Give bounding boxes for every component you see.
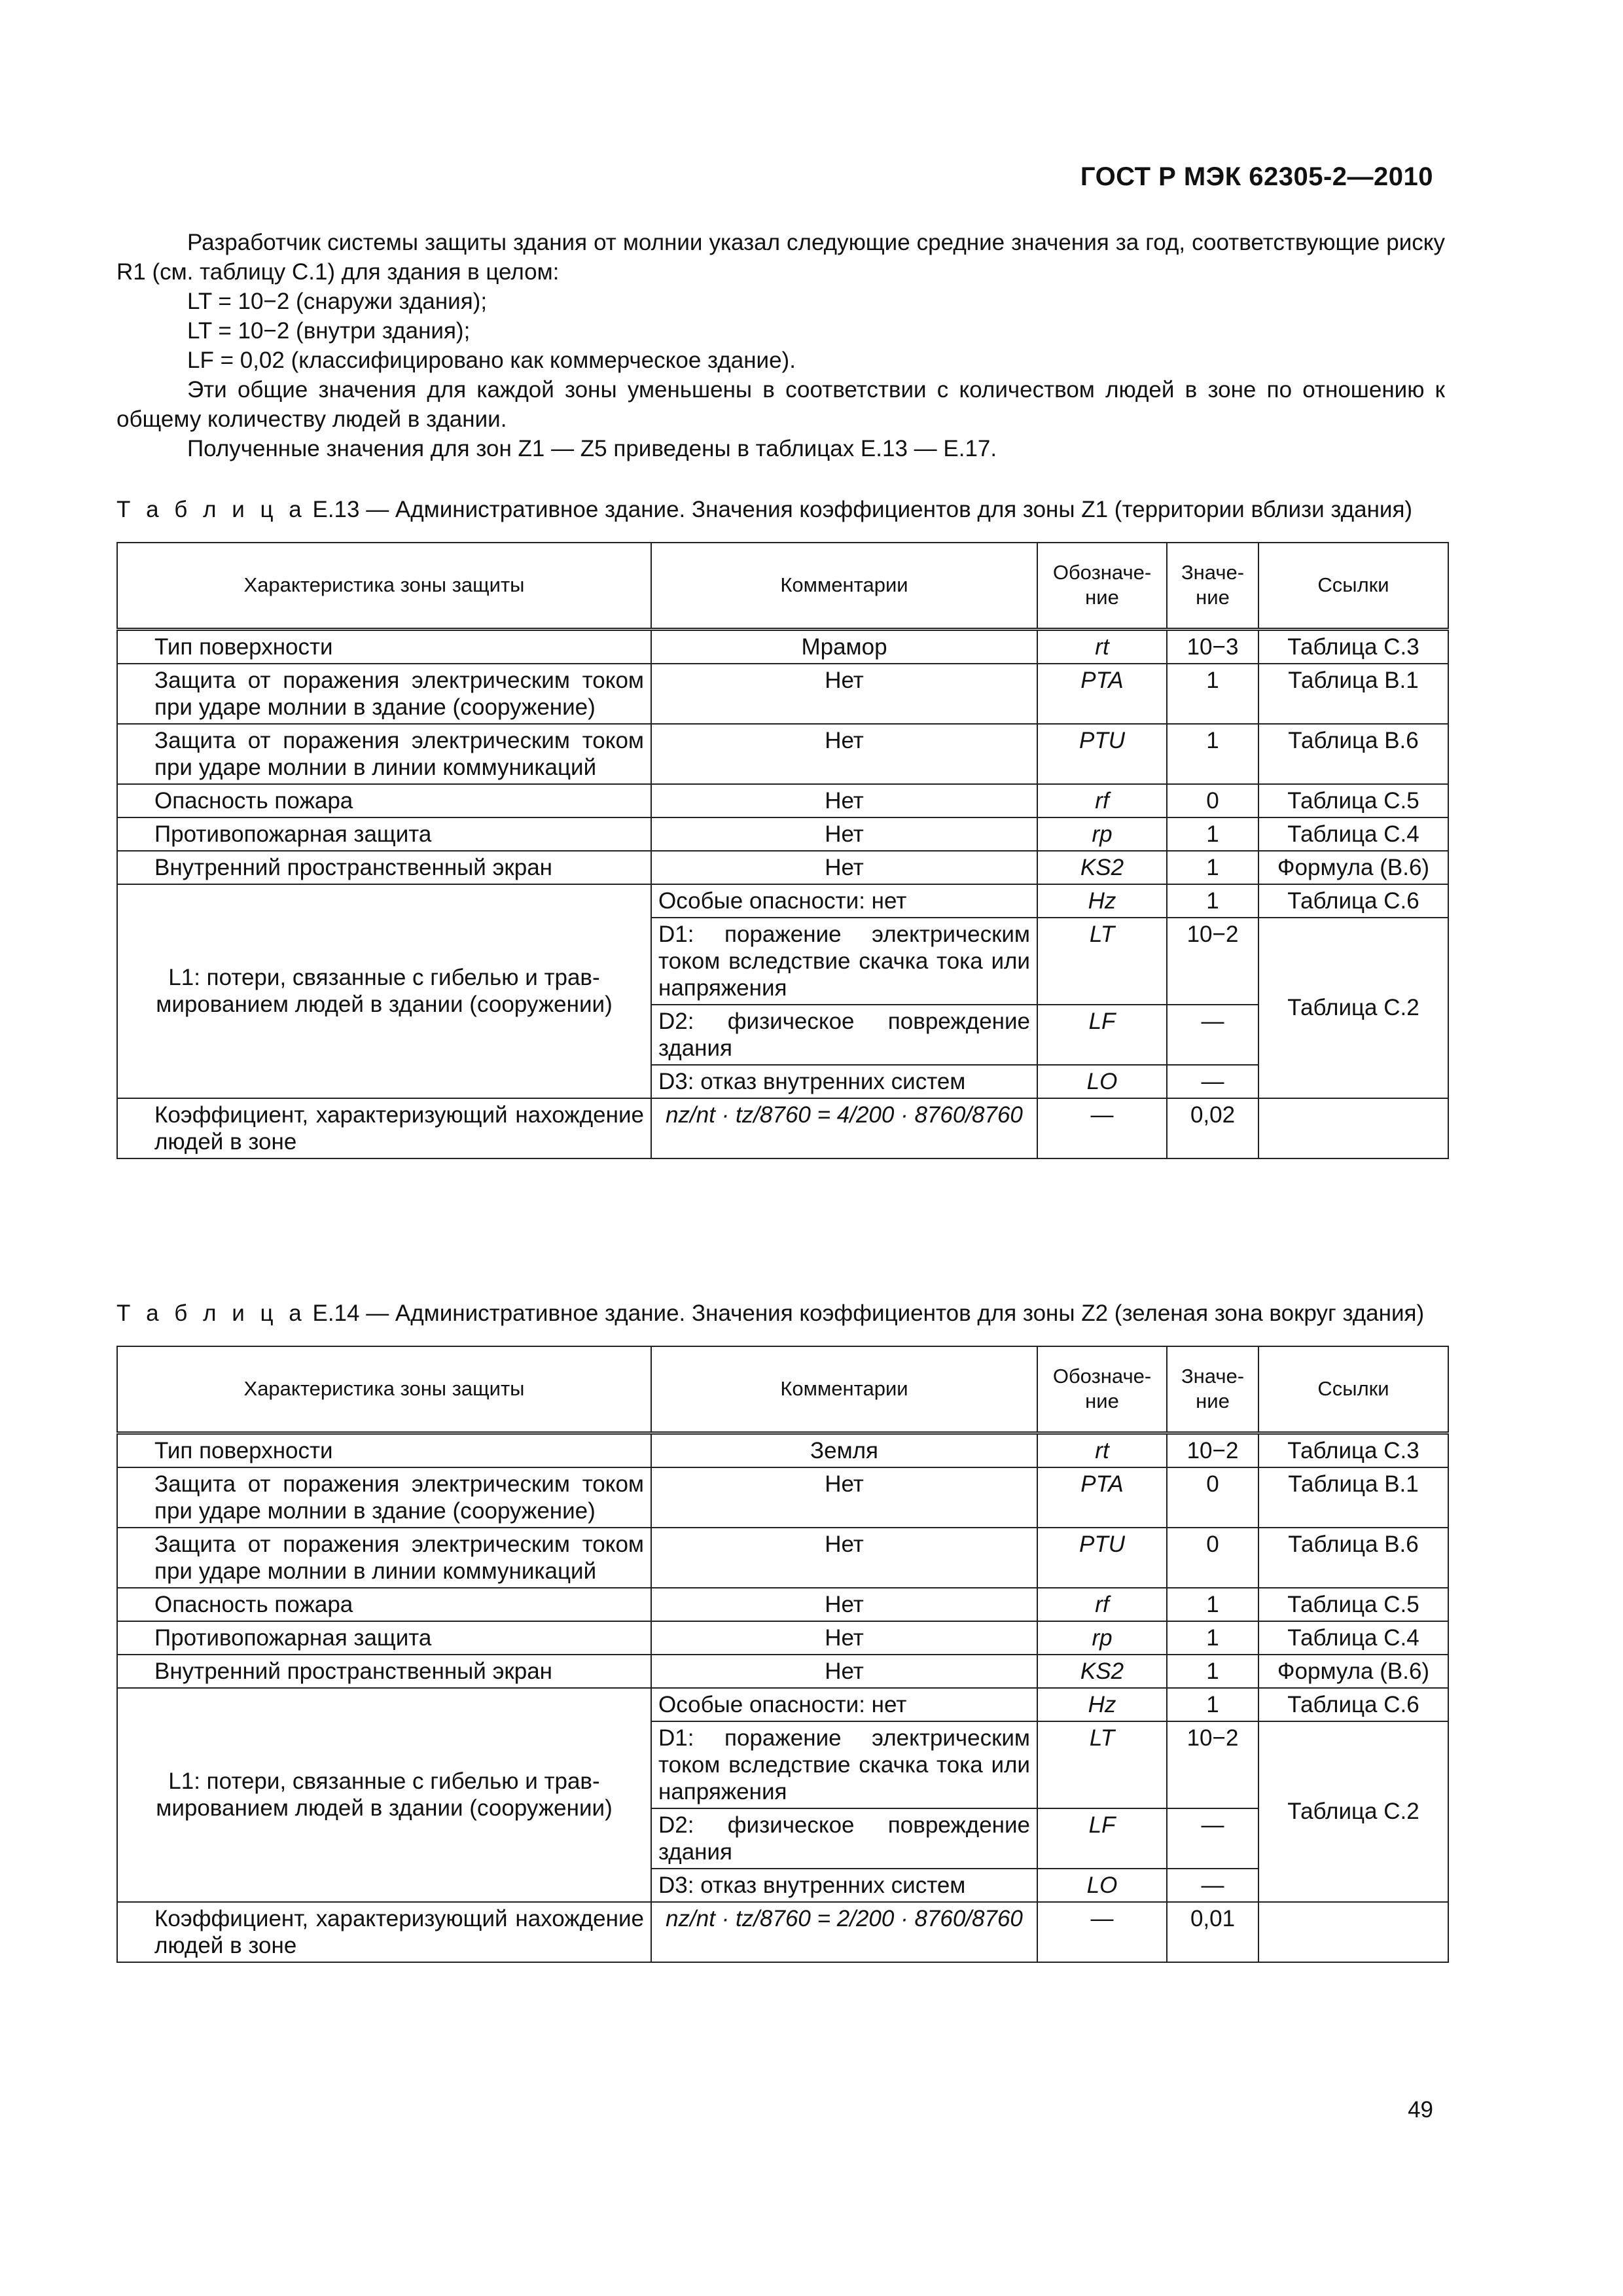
table-row: Защита от поражения электрическим током при ударе молнии в здание (сооружение) Нет PTA 0 Таблица В.1 [117, 1467, 1448, 1528]
table-row: Опасность пожара Нет rf 0 Таблица С.5 [117, 784, 1448, 817]
table-row: Защита от поражения электрическим током при ударе молнии в линии коммуникаций Нет PTU 1 Таблица В.6 [117, 724, 1448, 784]
table-row: Коэффициент, характеризующий нахождение людей в зоне nz/nt · tz/8760 = 2/200 · 8760/8760 — 0,01 [117, 1902, 1448, 1962]
table-caption-text: Е.13 — Административное здание. Значения коэффициентов для зоны Z1 (территории вблизи здания) [312, 497, 1413, 522]
intro-paragraph-1: Разработчик системы защиты здания от молнии указал следующие средние значения за год, соответствующие риску R1 (см. таблицу С.1) для здания в целом: [116, 230, 1445, 285]
table-header-row [117, 543, 1448, 629]
table-row: Внутренний пространственный экран Нет KS2 1 Формула (В.6) [117, 851, 1448, 884]
intro-lt-outside: LT = 10−2 (снаружи здания); [187, 289, 488, 314]
col-header-value: Значе-ние [1167, 543, 1258, 629]
table-row: L1: потери, связанные с гибелью и травмированием людей в здании (сооружении) Особые опасности: нет Hz 1 Таблица С.6 [117, 1688, 1448, 1721]
document-code-header: ГОСТ Р МЭК 62305-2—2010 [1080, 162, 1433, 191]
table-caption-prefix: Т а б л и ц а [116, 497, 306, 522]
col-header-characteristic: Характеристика зоны защиты [117, 1346, 651, 1433]
table-caption-prefix: Т а б л и ц а [116, 1300, 306, 1326]
intro-paragraph-3: Полученные значения для зон Z1 — Z5 приведены в таблицах Е.13 — Е.17. [187, 436, 997, 461]
col-header-refs: Ссылки [1258, 543, 1448, 629]
coefficients-table-e14 [116, 1346, 1449, 1963]
intro-lt-inside: LT = 10−2 (внутри здания); [187, 318, 471, 344]
intro-paragraph-2: Эти общие значения для каждой зоны уменьшены в соответствии с количеством людей в зоне по отношению к общему количеству людей в здании. [116, 377, 1445, 432]
table-row: Тип поверхности Мрамор rt 10−3 Таблица С.3 [117, 629, 1448, 664]
col-header-symbol: Обозначе-ние [1037, 543, 1167, 629]
col-header-symbol: Обозначе-ние [1037, 1346, 1167, 1433]
table-caption-e14 [116, 1299, 1448, 1328]
table-row: D3: отказ внутренних систем LO — [117, 1065, 1448, 1098]
intro-lf: LF = 0,02 (классифицировано как коммерческое здание). [187, 348, 796, 373]
table-row: Противопожарная защита Нет rp 1 Таблица С.4 [117, 1621, 1448, 1655]
table-caption-e13 [116, 495, 1448, 524]
table-row: Тип поверхности Земля rt 10−2 Таблица С.3 [117, 1433, 1448, 1467]
table-row: Опасность пожара Нет rf 1 Таблица С.5 [117, 1588, 1448, 1621]
intro-section [116, 228, 1445, 463]
col-header-refs: Ссылки [1258, 1346, 1448, 1433]
table-row: D3: отказ внутренних систем LO — [117, 1869, 1448, 1902]
col-header-comments: Комментарии [651, 543, 1037, 629]
table-row: Коэффициент, характеризующий нахождение людей в зоне nz/nt · tz/8760 = 4/200 · 8760/8760 — 0,02 [117, 1098, 1448, 1158]
table-row: D1: поражение электрическим током вследствие скачка тока или напряжения LT 10−2 Таблица С.2 [117, 1721, 1448, 1808]
table-row: Защита от поражения электрическим током при ударе молнии в здание (сооружение) Нет PTA 1 Таблица В.1 [117, 664, 1448, 724]
table-row: L1: потери, связанные с гибелью и травмированием людей в здании (сооружении) Особые опасности: нет Hz 1 Таблица С.6 [117, 884, 1448, 918]
table-row: D2: физическое повреждение здания LF — [117, 1808, 1448, 1869]
page-number: 49 [1408, 2097, 1433, 2123]
table-header-row [117, 1346, 1448, 1433]
table-row: D2: физическое повреждение здания LF — [117, 1005, 1448, 1065]
col-header-value: Значе-ние [1167, 1346, 1258, 1433]
table-caption-text: Е.14 — Административное здание. Значения коэффициентов для зоны Z2 (зеленая зона вокруг здания) [312, 1300, 1425, 1326]
table-row: D1: поражение электрическим током вследствие скачка тока или напряжения LT 10−2 Таблица С.2 [117, 918, 1448, 1005]
col-header-comments: Комментарии [651, 1346, 1037, 1433]
col-header-characteristic: Характеристика зоны защиты [117, 543, 651, 629]
table-row: Противопожарная защита Нет rp 1 Таблица С.4 [117, 817, 1448, 851]
coefficients-table-e13 [116, 542, 1449, 1159]
table-row: Внутренний пространственный экран Нет KS2 1 Формула (В.6) [117, 1655, 1448, 1688]
table-row: Защита от поражения электрическим током при ударе молнии в линии коммуникаций Нет PTU 0 Таблица В.6 [117, 1528, 1448, 1588]
